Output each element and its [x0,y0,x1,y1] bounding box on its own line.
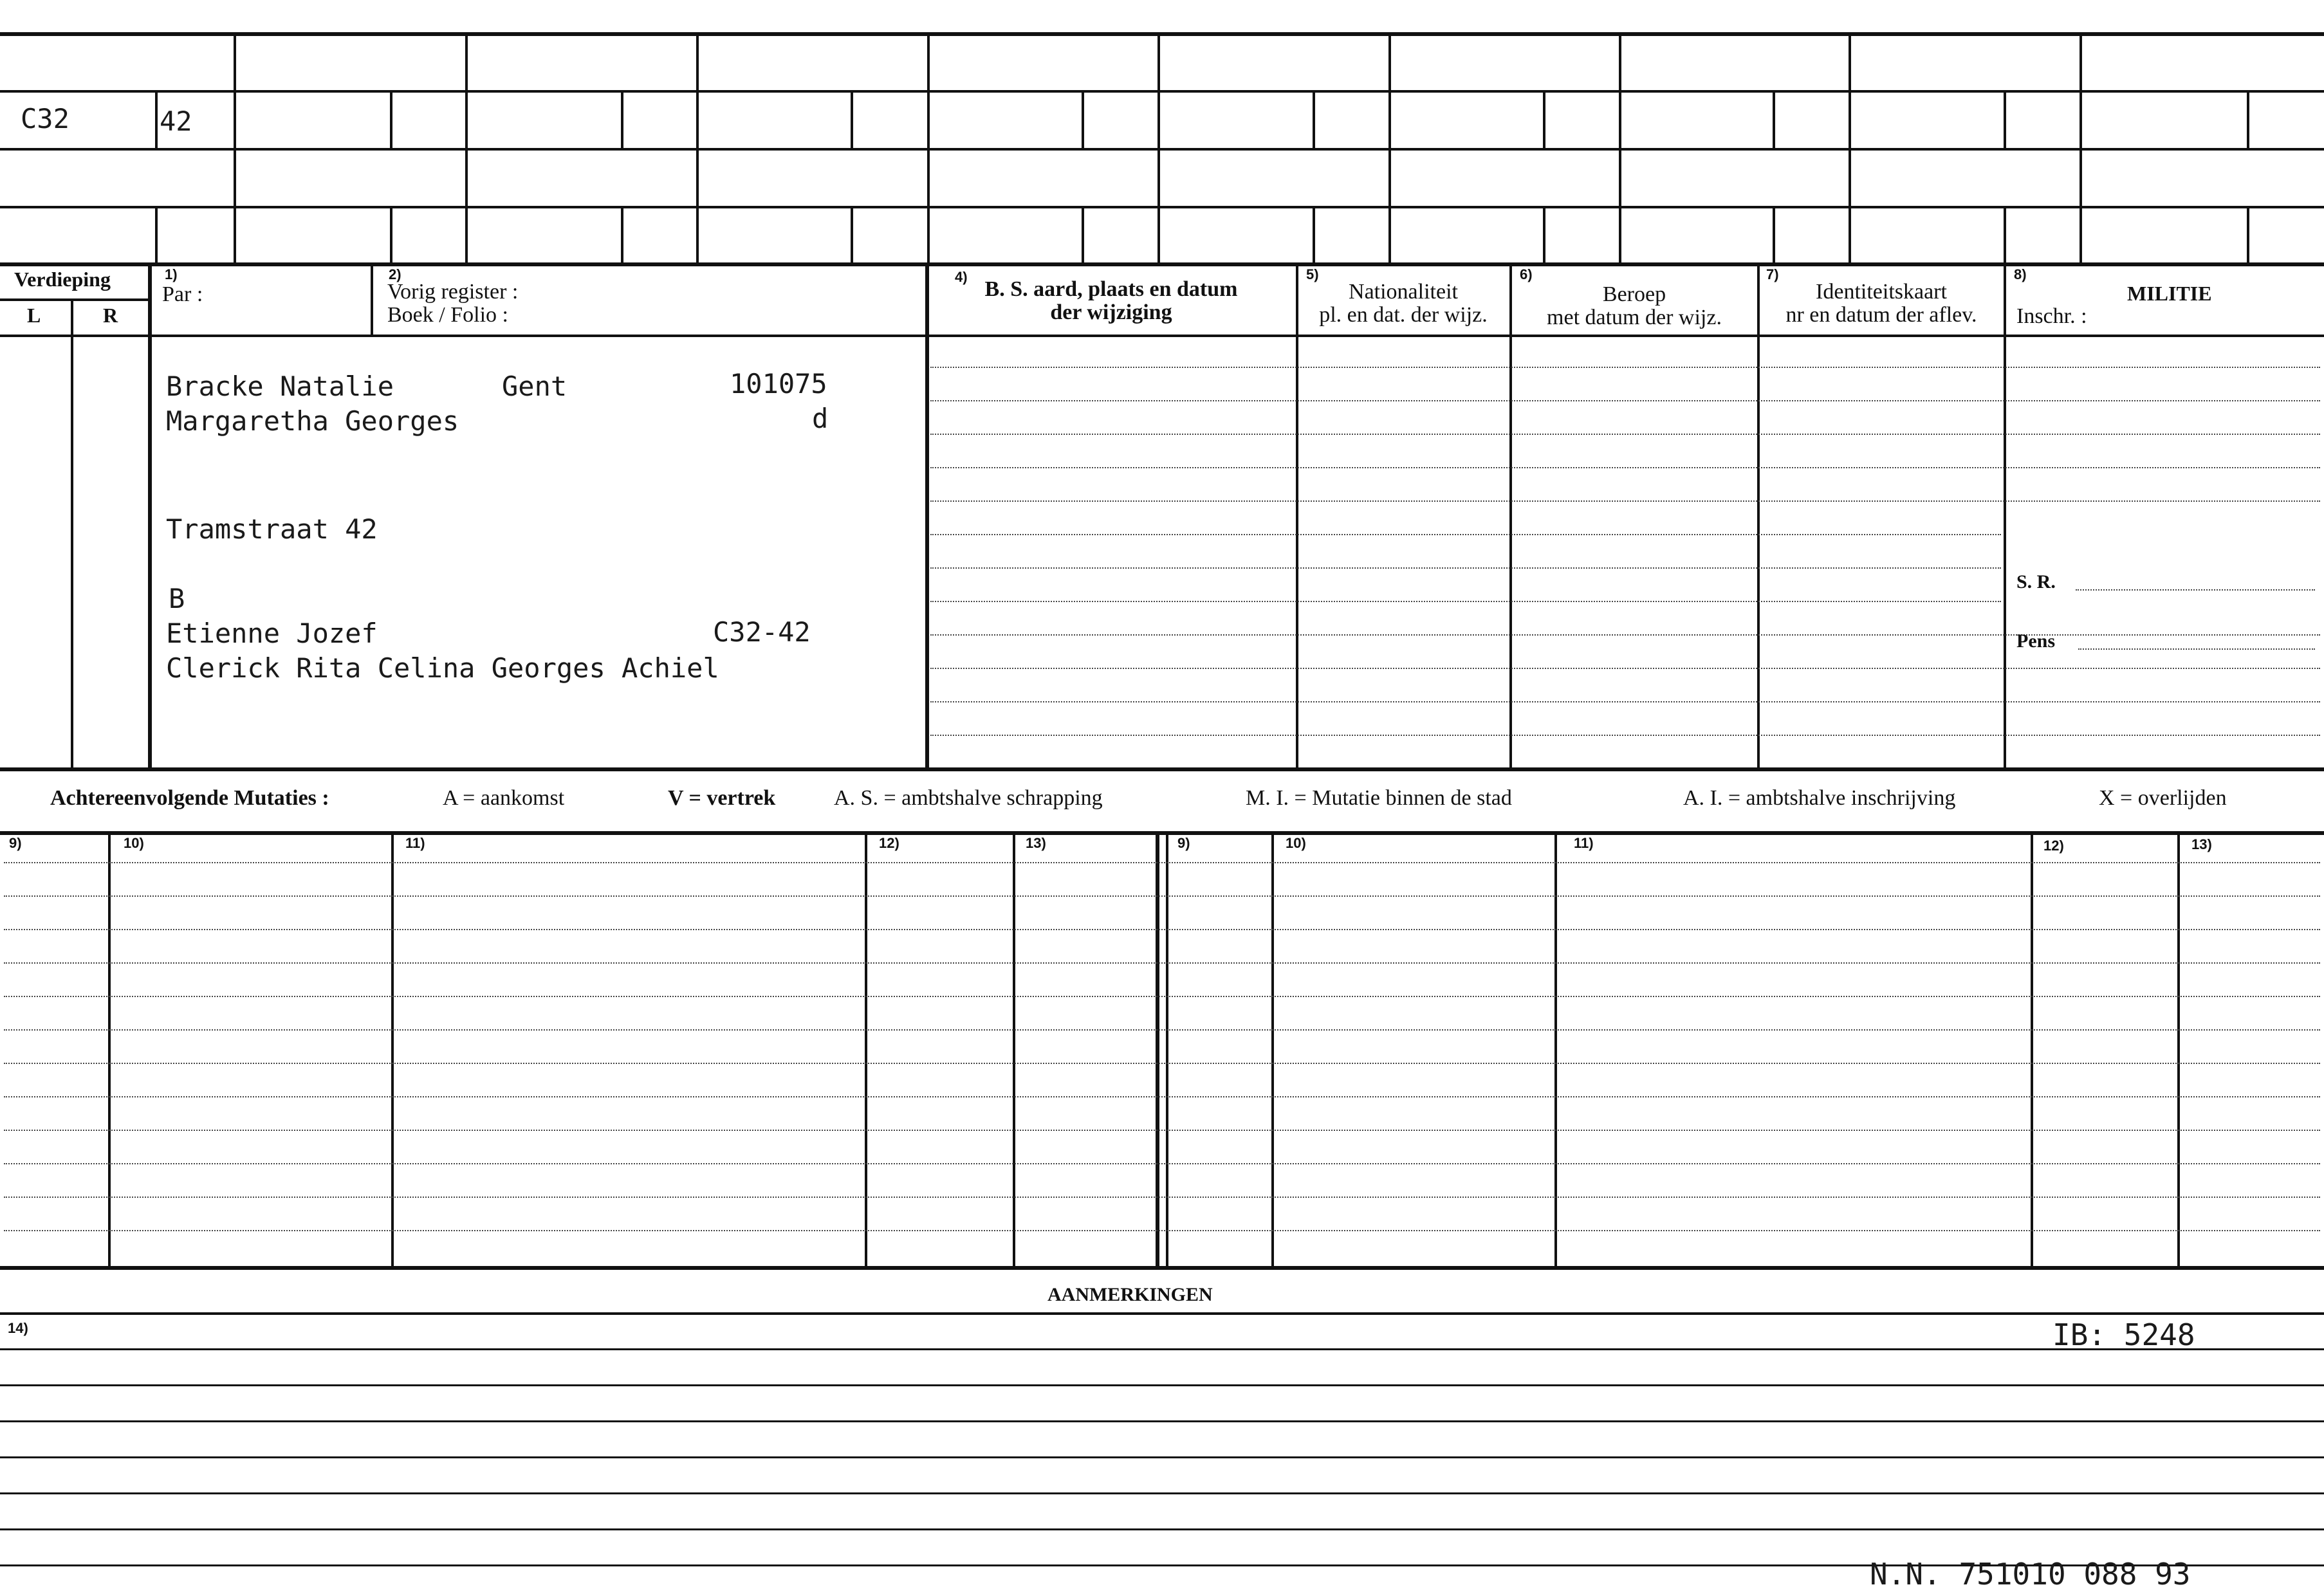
person-mother-names: Clerick Rita Celina Georges Achiel [166,652,719,684]
person-surname-first: Bracke Natalie [166,371,394,402]
header-8-number: 8) [2014,266,2027,282]
header-civil-status-line2: der wijziging [1050,300,1172,324]
header-identity-card [1758,280,2004,327]
top-grid [0,0,2324,264]
header-7-number: 7) [1766,266,1779,282]
header-4-number: 4) [955,269,968,285]
header-previous-register: Vorig register : [387,280,519,304]
person-father-names: Etienne Jozef [166,618,378,649]
mutations-title: Achtereenvolgende Mutaties : [50,786,329,810]
header-identity-card-line2: nr en datum der aflev. [1785,303,1977,327]
mutation-col-10-right: 10) [1286,835,1306,851]
mutation-col-11-right: 11) [1574,835,1594,851]
header-militia: MILITIE [2127,282,2212,305]
header-5-number: 5) [1306,266,1319,282]
person-address: Tramstraat 42 [166,513,378,545]
legend-official-removal: A. S. = ambtshalve schrapping [834,786,1103,810]
remarks-number: 14) [8,1320,28,1336]
remarks-title: AANMERKINGEN [1047,1284,1213,1305]
header-book-folio: Boek / Folio : [387,303,508,327]
mutation-col-12-right: 12) [2043,838,2064,854]
main-section [0,262,2324,771]
legend-arrival: A = aankomst [443,786,565,810]
header-profession-line1: Beroep [1602,282,1666,306]
house-number: 42 [160,105,192,137]
floor-right: R [103,304,118,327]
militia-sr-label: S. R. [2016,571,2056,592]
person-code: B [169,583,185,614]
remarks-ib-number: IB: 5248 [2052,1317,2195,1352]
remarks-national-number: N.N. 751010 088 93 [1870,1557,2191,1591]
remarks-section [0,1270,2324,1596]
header-identity-card-line1: Identiteitskaart [1816,280,1947,304]
militia-pens-label: Pens [2016,630,2055,652]
header-profession-line2: met datum der wijz. [1547,306,1722,329]
mutation-col-9-right: 9) [1177,835,1190,851]
mutations-legend [0,769,2324,834]
mutation-col-9-left: 9) [9,835,22,851]
legend-official-registration: A. I. = ambtshalve inschrijving [1683,786,1956,810]
mutation-col-13-right: 13) [2191,836,2212,852]
header-par: Par : [162,282,203,306]
mutation-col-13-left: 13) [1026,835,1046,851]
header-2-number: 2) [389,266,401,282]
floor-left: L [27,304,41,327]
person-birthplace: Gent [502,371,567,402]
mutations-table [0,831,2324,1270]
mutation-col-11-left: 11) [405,835,425,851]
legend-death: X = overlijden [2099,786,2227,810]
legend-departure: V = vertrek [668,786,776,810]
header-profession [1511,283,1758,329]
header-civil-status [927,278,1296,324]
header-nationality-line2: pl. en dat. der wijz. [1319,303,1488,327]
person-middle-names: Margaretha Georges [166,405,459,437]
mutation-col-12-left: 12) [879,835,899,851]
section-code: C32 [21,103,69,134]
person-parent-reference: C32-42 [713,616,811,648]
mutation-col-10-left: 10) [124,835,144,851]
header-nationality-line1: Nationaliteit [1349,280,1458,304]
header-civil-status-line1: B. S. aard, plaats en datum [984,277,1238,301]
header-nationality [1297,280,1509,327]
header-1-number: 1) [165,266,178,282]
legend-city-mutation: M. I. = Mutatie binnen de stad [1246,786,1512,810]
person-birthdate: 101075 [730,368,827,399]
person-marital-status: d [812,403,829,434]
floor-label: Verdieping [14,268,111,291]
header-militia-registered: Inschr. : [2016,304,2087,328]
header-6-number: 6) [1520,266,1533,282]
